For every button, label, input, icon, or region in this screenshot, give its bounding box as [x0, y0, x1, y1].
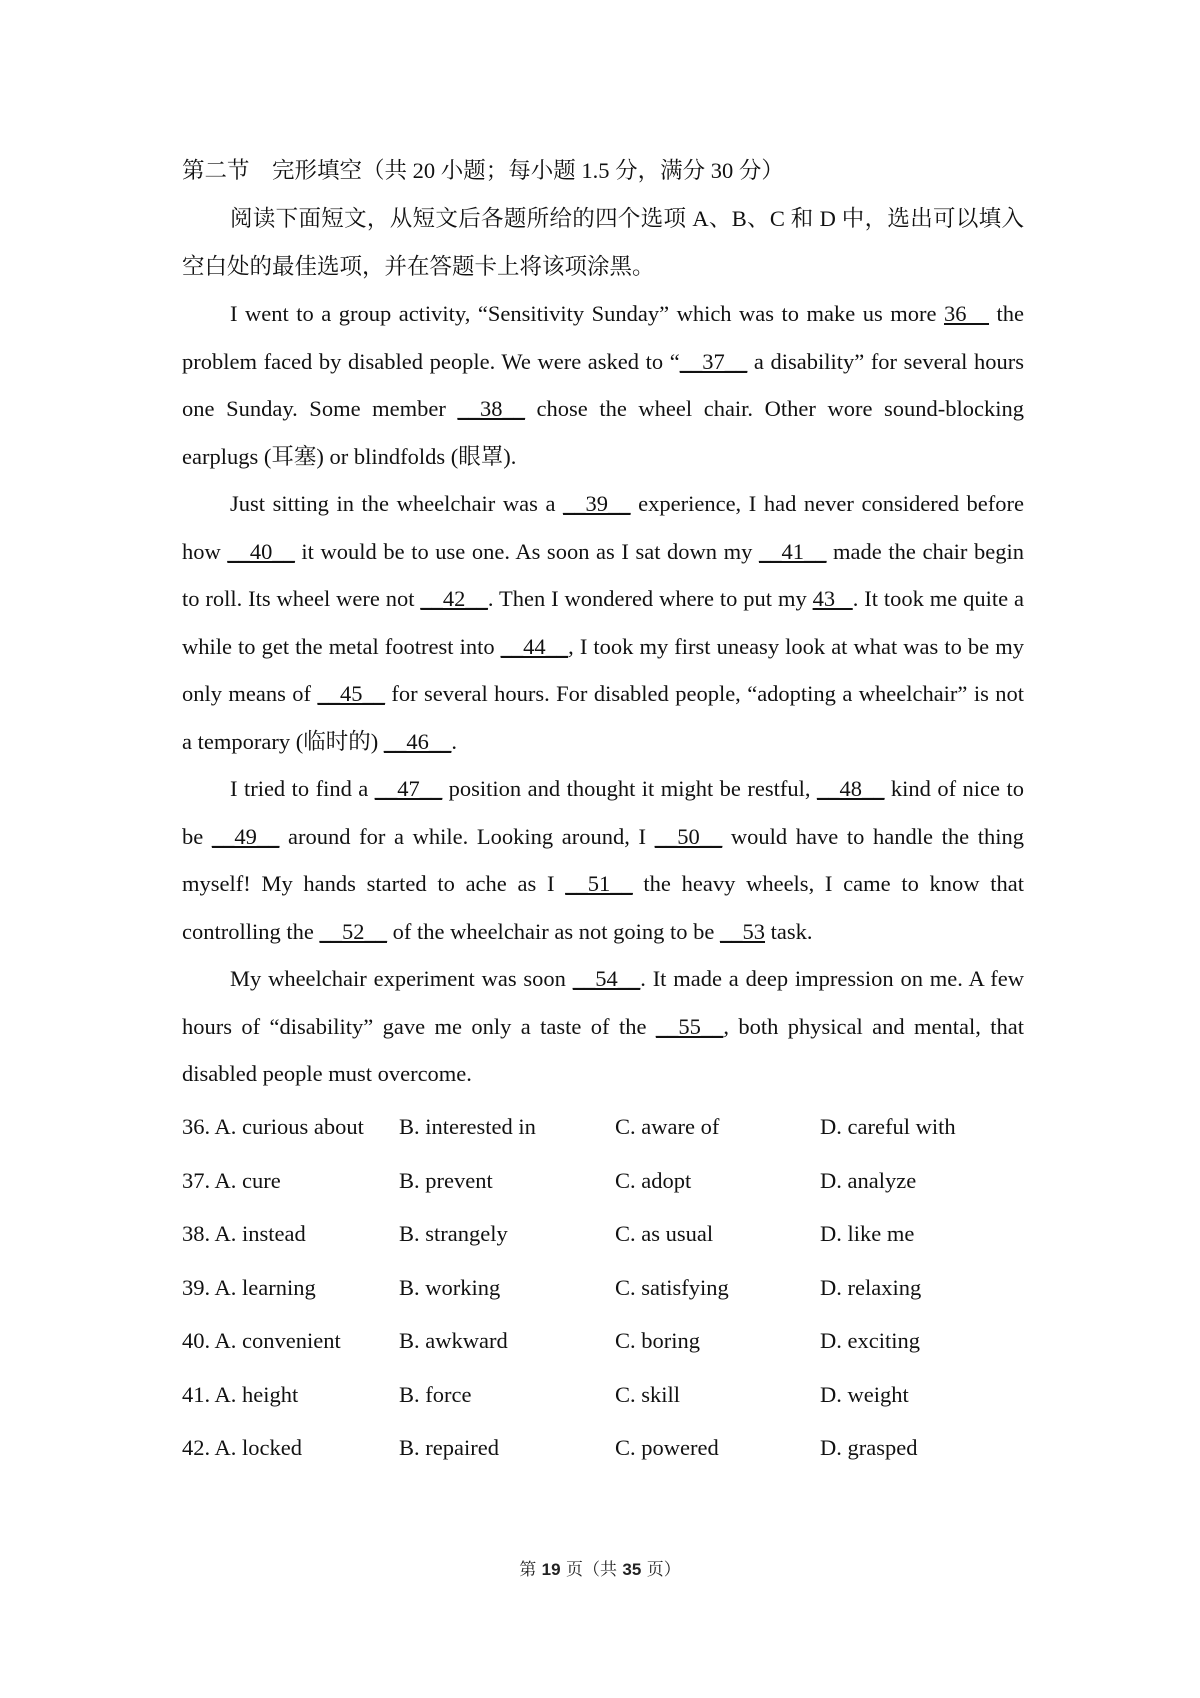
answer-blank: __52__ [319, 918, 387, 944]
option-choice: C. boring [615, 1328, 701, 1354]
passage-text: . It made a deep impression on me. A few hours of “disability” gave me only a taste of the [182, 966, 1025, 1039]
passage [182, 290, 1024, 1098]
answer-blank: __49__ [211, 823, 280, 849]
option-choice: C. skill [615, 1381, 681, 1407]
option-choice: D. like me [820, 1221, 915, 1247]
passage-text: around for a while. Looking around, I [279, 823, 655, 849]
option-choice: D. relaxing [820, 1274, 922, 1300]
option-choice: B. prevent [399, 1167, 493, 1193]
option-choice: 39. A. learning [182, 1274, 316, 1300]
option-choice: C. powered [615, 1435, 719, 1461]
option-choice: B. repaired [399, 1435, 499, 1461]
passage-text: for several hours. For disabled people, “adopting a wheelchair” is not a temporary (临时的) [182, 681, 1024, 754]
footer-middle: 页（共 [566, 1560, 617, 1580]
answer-blank: __46__ [383, 728, 452, 754]
passage-paragraph [182, 765, 1024, 955]
option-choice: 38. A. instead [182, 1221, 306, 1247]
passage-text: position and thought it might be restful, [442, 776, 817, 801]
option-choice: 41. A. height [182, 1381, 299, 1407]
answer-blank: __40__ [227, 538, 295, 564]
footer-page-number: 19 [541, 1560, 561, 1579]
option-choice: D. grasped [820, 1435, 918, 1461]
passage-text: task. [765, 918, 813, 944]
passage-text: kind of nice to be [182, 776, 1024, 849]
passage-text: would have to handle the thing myself! My hands started to ache as I [182, 823, 1024, 896]
passage-paragraph [182, 290, 1024, 480]
option-choice: B. force [399, 1381, 472, 1407]
answer-blank: __37__ [679, 348, 748, 374]
option-choice: 37. A. cure [182, 1167, 281, 1193]
option-choice: C. as usual [615, 1221, 714, 1247]
footer-prefix: 第 [519, 1560, 537, 1580]
option-choice: C. aware of [615, 1114, 720, 1140]
answer-blank: 36 [944, 301, 990, 326]
option-row [182, 1101, 1024, 1155]
option-row [182, 1261, 1024, 1315]
page-footer [0, 1555, 1200, 1580]
page-content [182, 147, 1024, 1475]
passage-text: I went to a group activity, “Sensitivity Sunday” which was to make us more [230, 301, 945, 326]
answer-blank: __39__ [563, 491, 631, 516]
footer-suffix: 页） [646, 1560, 681, 1580]
answer-blank: __45__ [317, 681, 385, 706]
answer-blank: __50__ [654, 823, 723, 849]
passage-text: the problem faced by disabled people. We were asked to “ [182, 301, 1025, 374]
option-row [182, 1208, 1024, 1262]
passage-text: Just sitting in the wheelchair was a [230, 491, 564, 516]
option-choice: D. careful with [820, 1114, 956, 1140]
option-choice: 42. A. locked [182, 1435, 302, 1461]
passage-text: it would be to use one. As soon as I sat down my [294, 538, 759, 564]
option-choice: D. exciting [820, 1328, 920, 1354]
passage-text: . Then I wondered where to put my [487, 586, 813, 611]
passage-text: of the wheelchair as not going to be [386, 918, 721, 944]
passage-text: I tried to find a [230, 776, 375, 801]
passage-paragraph [182, 955, 1024, 1098]
footer-total-pages: 35 [622, 1560, 642, 1579]
passage-text: the heavy wheels, I came to know that controlling the [182, 871, 1024, 944]
answer-blank: __53 [720, 918, 766, 944]
passage-text: chose the wheel chair. Other wore sound-blocking earplugs (耳塞) or blindfolds (眼罩). [182, 396, 1024, 469]
option-choice: B. strangely [399, 1221, 508, 1247]
answer-blank: __54__ [572, 966, 641, 991]
passage-text: experience, I had never considered before how [182, 491, 1024, 564]
answer-blank: __44__ [500, 633, 569, 659]
section-heading: 第二节 完形填空（共 20 小题；每小题 1.5 分，满分 30 分） [182, 158, 784, 183]
option-choice: C. satisfying [615, 1274, 729, 1300]
answer-blank: __55__ [655, 1013, 724, 1039]
answer-blank: __41__ [758, 538, 827, 564]
option-choice: 40. A. convenient [182, 1328, 341, 1354]
passage-text: My wheelchair experiment was soon [230, 966, 573, 991]
passage-text: , both physical and mental, that disabled people must overcome. [182, 1013, 1025, 1086]
answer-blank: __38__ [457, 396, 525, 421]
answer-blank: __51__ [565, 871, 633, 896]
option-choice: B. working [399, 1274, 501, 1300]
option-row [182, 1422, 1024, 1476]
instructions: 阅读下面短文，从短文后各题所给的四个选项 A、B、C 和 D 中，选出可以填入空白处的最佳选项，并在答题卡上将该项涂黑。 [182, 206, 1024, 279]
passage-text: . It took me quite a while to get the metal footrest into [182, 586, 1025, 659]
answer-blank: 43 [812, 586, 853, 611]
option-choice: C. adopt [615, 1167, 692, 1193]
option-choice: 36. A. curious about [182, 1114, 364, 1140]
answer-blank: __47__ [374, 776, 443, 801]
passage-text: , I took my first uneasy look at what was to be my only means of [182, 633, 1024, 706]
answer-blank: __48__ [816, 776, 885, 801]
passage-text: a disability” for several hours one Sunday. Some member [182, 348, 1024, 421]
option-choice: B. interested in [399, 1114, 536, 1140]
answer-blank: __42__ [420, 586, 488, 611]
passage-text: made the chair begin to roll. Its wheel were not [182, 538, 1025, 611]
passage-text: . [451, 728, 457, 754]
option-choice: B. awkward [399, 1328, 508, 1354]
option-row [182, 1154, 1024, 1208]
passage-paragraph [182, 480, 1024, 765]
option-row [182, 1368, 1024, 1422]
option-choice: D. analyze [820, 1167, 917, 1193]
options-list [182, 1101, 1024, 1476]
option-choice: D. weight [820, 1381, 909, 1407]
option-row [182, 1315, 1024, 1369]
